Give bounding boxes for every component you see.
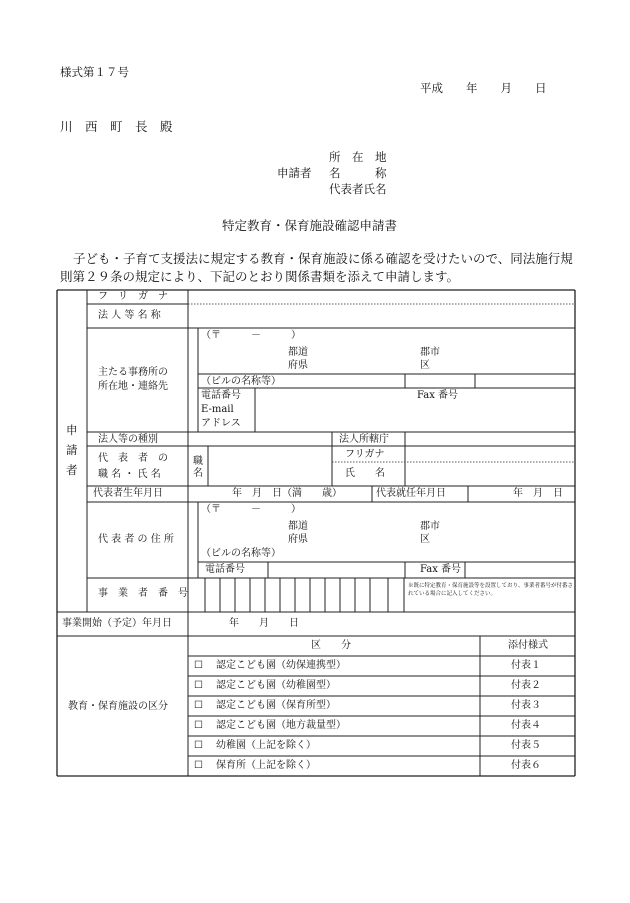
biz-number-note: ※既に特定教育・保育施設等を設置しており、事業者番号が付番されている場合に記入してください。 (408, 583, 574, 598)
side-label-1: 申 (66, 423, 78, 437)
facility-attach-3: 付表３ (511, 700, 541, 711)
office-pref-bottom: 府県 (288, 360, 308, 371)
rep-pref-bottom: 府県 (288, 534, 308, 545)
addressee: 川 西 町 長 殿 (60, 119, 173, 134)
address-label: 所 在 地 (329, 150, 387, 164)
rep-fax-label: Fax 番号 (420, 564, 462, 575)
facility-attach-1: 付表１ (511, 660, 541, 671)
date-line: 平成 年 月 日 (420, 81, 547, 95)
rep-role-label-1: 代 表 者 の (98, 453, 168, 464)
rep-address-label: 代 表 者 の 住 所 (98, 534, 174, 545)
facility-label: 教育・保育施設の区分 (68, 701, 168, 712)
office-city-bottom: 区 (420, 360, 430, 371)
rep-postal[interactable]: （〒 － ） (201, 504, 301, 515)
start-date-label: 事業開始（予定）年月日 (62, 618, 172, 629)
facility-attach-2: 付表２ (511, 680, 541, 691)
intro-paragraph: 子ども・子育て支援法に規定する教育・保育施設に係る確認を受けたいので、同法施行規則第２９条の規定により、下記のとおり関係書類を添えて申請します。 (60, 251, 573, 284)
corp-type-label: 法人等の種別 (98, 434, 158, 445)
rep-birth-value[interactable]: 年 月 日（満 歳） (232, 488, 342, 499)
start-date-value[interactable]: 年 月 日 (229, 618, 299, 629)
office-pref-top: 都道 (288, 347, 308, 358)
facility-checkbox-2[interactable]: ☐ (194, 680, 203, 691)
col-attach: 添付様式 (508, 640, 548, 651)
applicant-label: 申請者 (277, 166, 312, 180)
facility-name-1: 認定こども園（幼保連携型） (216, 660, 346, 671)
office-city-top: 郡市 (420, 347, 440, 358)
shoku-label: 職 (193, 456, 203, 467)
facility-attach-6: 付表６ (511, 760, 541, 771)
facility-checkbox-6[interactable]: ☐ (194, 760, 203, 771)
rep-inaug-value[interactable]: 年 月 日 (513, 488, 563, 499)
corp-name-field[interactable] (190, 306, 574, 326)
side-label-3: 者 (66, 463, 78, 477)
corp-authority-label: 法人所轄庁 (339, 434, 389, 445)
facility-attach-5: 付表５ (511, 740, 541, 751)
rep-inaug-label: 代表就任年月日 (376, 488, 446, 499)
facility-attach-4: 付表４ (511, 720, 541, 731)
facility-name-5: 幼稚園（上記を除く） (216, 740, 316, 751)
office-phone-label: 電話番号 (201, 390, 241, 401)
facility-checkbox-4[interactable]: ☐ (194, 720, 203, 731)
facility-checkbox-5[interactable]: ☐ (194, 740, 203, 751)
office-fax-label: Fax 番号 (417, 390, 459, 401)
facility-name-3: 認定こども園（保育所型） (216, 700, 336, 711)
rep-phone-label: 電話番号 (205, 564, 245, 575)
name-label: 名 称 (329, 166, 387, 180)
facility-checkbox-3[interactable]: ☐ (194, 700, 203, 711)
mei-label: 名 (193, 468, 203, 479)
biz-number-label: 事 業 者 番 号 (98, 588, 188, 599)
facility-name-6: 保育所（上記を除く） (216, 760, 316, 771)
rep-city-top: 郡市 (420, 521, 440, 532)
office-label-line1: 主たる事務所の (98, 367, 168, 378)
office-postal[interactable]: （〒 － ） (201, 330, 301, 341)
rep-furigana-label: フリガナ (345, 449, 385, 460)
rep-name-label: 氏 名 (345, 468, 385, 479)
form-number: 様式第１７号 (60, 65, 129, 79)
document-title: 特定教育・保育施設確認申請書 (222, 218, 398, 233)
furigana-label: フ リ ガ ナ (98, 291, 168, 302)
side-label-2: 請 (66, 443, 78, 457)
rep-pref-top: 都道 (288, 521, 308, 532)
rep-building[interactable]: （ビルの名称等） (201, 548, 281, 559)
corp-name-label: 法 人 等 名 称 (98, 310, 161, 321)
facility-name-2: 認定こども園（幼稚園型） (216, 680, 336, 691)
representative-label: 代表者氏名 (329, 182, 387, 196)
office-building[interactable]: （ビルの名称等） (201, 376, 281, 387)
rep-birth-label: 代表者生年月日 (93, 488, 163, 499)
email-label-2: アドレス (201, 418, 241, 429)
facility-checkbox-1[interactable]: ☐ (194, 660, 203, 671)
rep-city-bottom: 区 (420, 534, 430, 545)
office-label-line2: 所在地・連絡先 (98, 381, 168, 392)
col-kubun: 区 分 (311, 640, 351, 651)
furigana-field[interactable] (190, 292, 574, 302)
email-label-1: E-mail (201, 404, 234, 415)
facility-name-4: 認定こども園（地方裁量型） (216, 720, 346, 731)
rep-role-label-2: 職 名 ・ 氏 名 (98, 469, 161, 480)
